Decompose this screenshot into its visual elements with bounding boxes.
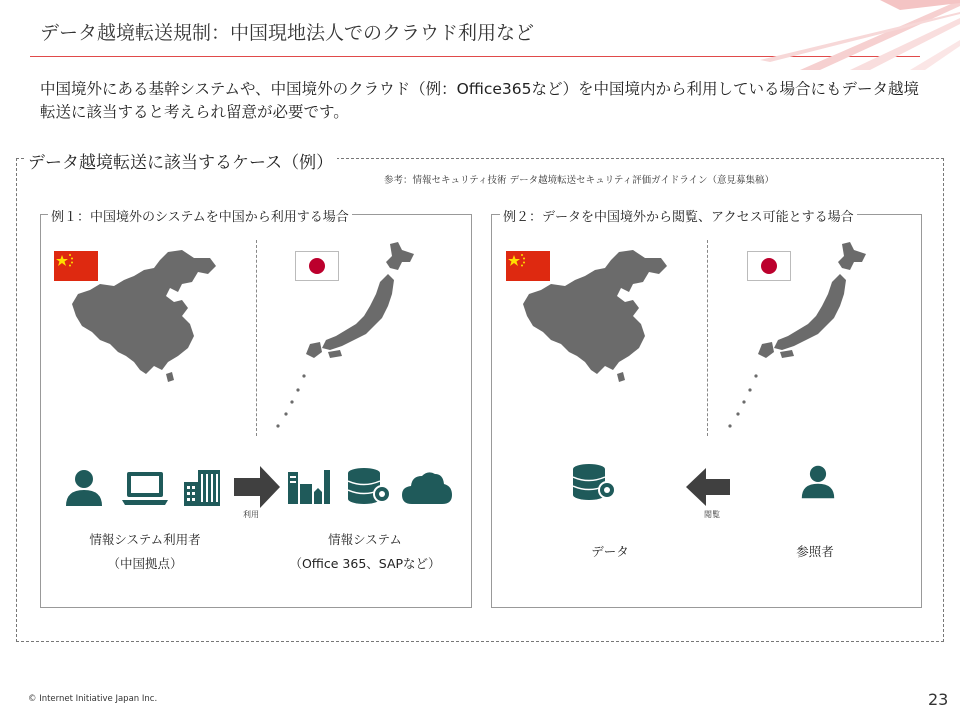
office-building-icon [184,470,220,506]
example1-map-divider [256,240,257,436]
japan-map-icon [270,240,420,432]
system-caption: 情報システム [328,532,402,547]
database-gear-icon [348,468,392,506]
decorative-swoosh [760,0,960,70]
user-caption-sub: （中国拠点） [107,556,183,571]
database-gear-icon [573,464,617,502]
arrow-right-icon [234,466,280,508]
page-title: データ越境転送規制：中国現地法人でのクラウド利用など [40,22,535,44]
viewer-caption: 参照者 [796,544,834,559]
page-number: 23 [928,690,949,709]
laptop-icon [122,470,168,506]
copyright: © Internet Initiative Japan Inc. [28,694,158,704]
arrow-left-icon [686,468,730,506]
example1-heading: 例１：中国境外のシステムを中国から利用する場合 [48,206,352,225]
example2-heading: 例２：データを中国境外から閲覧、アクセス可能とする場合 [500,206,857,225]
japan-map-icon [722,240,872,432]
user-icon [800,464,836,500]
system-caption-sub: （Office 365、SAPなど） [289,556,441,571]
arrow-label: 閲覧 [704,510,720,519]
intro-text: 中国境外にある基幹システムや、中国境外のクラウド（例：Office365など）を中国境内から利用している場合にもデータ越境転送に該当すると考えられ留意が必要です。 [40,80,919,121]
cloud-icon [402,470,452,504]
server-icon [288,470,330,504]
user-icon [64,468,104,508]
china-map-icon [521,244,671,384]
china-map-icon [70,244,220,384]
example2-map-divider [707,240,708,436]
user-caption: 情報システム利用者 [89,532,201,547]
reference-note: 参考：情報セキュリティ技術 データ越境転送セキュリティ評価ガイドライン（意見募集稿） [384,175,775,186]
data-caption: データ [591,544,629,559]
arrow-label: 利用 [243,510,259,519]
cases-heading: データ越境転送に該当するケース（例） [24,148,337,173]
